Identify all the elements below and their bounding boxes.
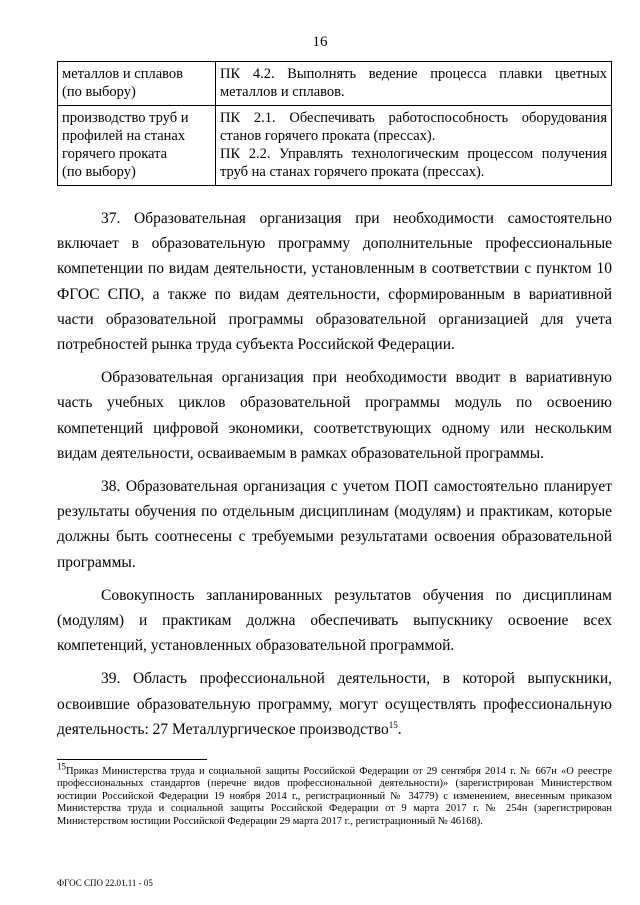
footnote-text: Приказ Министерства труда и социальной защиты Российской Федерации от 29 сентября 2014 г. № 667н «О реестре профессиональных стандартов (перечне видов профессиональной деятельности)» (зарегистрирован Министерством юстиции Российской Федерации 19 ноября 2014 г., регистрационный № 34779) с изменением, внесенным приказом Министерства труда и социальной защиты Российской Федерации от 9 марта 2017 г. № 254н (зарегистрирован Министерством юстиции Российской Федерации 29 марта 2017 г., регистрационный № 46168). bbox=[57, 766, 612, 827]
cell-line: станов горячего проката (прессах). bbox=[220, 128, 436, 144]
cell-line: (по выбору) bbox=[62, 164, 136, 180]
cell-line: металлов и сплавов. bbox=[220, 84, 345, 100]
paragraph-37 bbox=[57, 206, 612, 357]
activity-cell bbox=[58, 106, 216, 186]
cell-line: профилей на станах bbox=[62, 128, 186, 144]
paragraph-39: 39. Область профессиональной деятельности, в которой выпускники, освоившие образовательную программу, могут осуществлять профессиональную деятельность: 27 Металлургическое производство$^{15}$. bbox=[57, 670, 612, 738]
paragraph-38 bbox=[57, 474, 612, 575]
paragraph-38-continued bbox=[57, 583, 612, 659]
footnote-mark: 15 bbox=[57, 761, 66, 772]
table-row bbox=[58, 62, 612, 106]
cell-line: горячего проката bbox=[62, 146, 168, 162]
paragraph-text: 38. Образовательная организация с учетом ПОП самостоятельно планирует результаты обучения по отдельным дисциплинам (модулям) и практикам, которые должны быть соотнесены с требуемыми результатами освоения образовательной программы. bbox=[57, 478, 612, 571]
cell-line: (по выбору) bbox=[62, 84, 136, 100]
cell-line: ПК 4.2. Выполнять ведение процесса плавки цветных bbox=[220, 66, 607, 82]
cell-line: металлов и сплавов bbox=[62, 66, 183, 82]
paragraph-text: Образовательная организация при необходимости вводит в вариативную часть учебных циклов образовательной программы модуль по освоению компетенций цифровой экономики, соответствующих одному или нескольким видам деятельности, осваиваемым в рамках образовательной программы. bbox=[57, 369, 612, 462]
paragraph-text: 39. Область профессиональной деятельности, в которой выпускники, освоившие образовательную программу, могут осуществлять профессиональную деятельность: 27 Металлургическое производство bbox=[57, 670, 612, 738]
cell-line: ПК 2.2. Управлять технологическим процессом получения bbox=[220, 146, 607, 162]
cell-line: производство труб и bbox=[62, 110, 189, 126]
competency-cell bbox=[216, 106, 612, 186]
paragraph-text: Совокупность запланированных результатов обучения по дисциплинам (модулям) и практикам должна обеспечивать выпускнику освоение всех компетенций, установленных образовательной программой. bbox=[57, 586, 612, 655]
table-row bbox=[58, 106, 612, 186]
document-code: ФГОС СПО 22.01.11 - 05 bbox=[57, 878, 153, 888]
paragraph-37-continued bbox=[57, 365, 612, 466]
competency-cell bbox=[216, 62, 612, 106]
footnote-reference[interactable]: 15 bbox=[388, 719, 398, 730]
page-number: 16 bbox=[312, 34, 328, 50]
footnote bbox=[57, 761, 612, 828]
competency-table bbox=[57, 61, 612, 186]
cell-line: ПК 2.1. Обеспечивать работоспособность оборудования bbox=[220, 110, 607, 126]
footnote-separator bbox=[57, 759, 207, 760]
paragraph-text: 37. Образовательная организация при необходимости самостоятельно включает в образовательную программу дополнительные профессиональные компетенции по видам деятельности, установленным в соответствии с пунктом 10 ФГОС СПО, а также по видам деятельности, сформированным в вариативной части образовательной программы образовательной организацией для учета потребностей рынка труда субъекта Российской Федерации. bbox=[57, 210, 612, 354]
body-text bbox=[57, 206, 612, 750]
activity-cell bbox=[58, 62, 216, 106]
cell-line: труб на станах горячего проката (прессах). bbox=[220, 164, 485, 180]
